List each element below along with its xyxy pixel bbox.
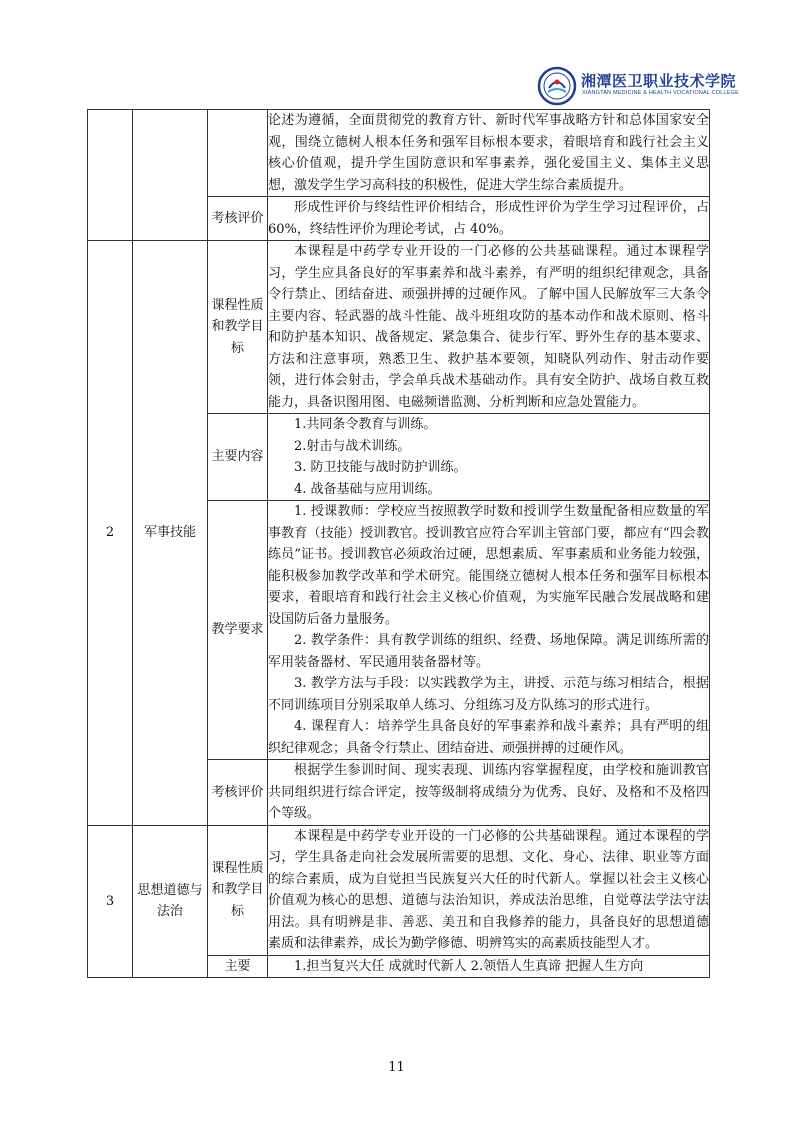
item-label-cell: 课程性质和教学目标 [208,241,268,414]
table-row [88,241,710,414]
curriculum-table [87,109,710,978]
goal-text: 本课程是中药学专业开设的一门必修的公共基础课程。通过本课程学习，学生应具备良好的军事素养和战斗素养，有严明的组织纪律观念，具备令行禁止、团结奋进、顽强拼搏的过硬作风。了解中国人民解放军三大条令主要内容、轻武器的战斗性能、战斗班组攻防的基本动作和战术原则、格斗和防护基本知识、战备规定、紧急集合、徒步行军、野外生存的基本要求、方法和注意事项，熟悉卫生、救护基本要领，知晓队列动作、射击动作要领，进行体会射击，学会单兵战术基础动作。具有安全防护、战场自救互救能力，具备识图用图、电磁频谱监测、分析判断和应急处置能力。 [268,244,709,410]
list-item: 3. 教学方法与手段：以实践教学为主，讲授、示范与练习相结合，根据不同训练项目分别采取单人练习、分组练习及方队练习的形式进行。 [268,676,709,713]
college-logo [537,66,740,110]
item-content-cell [268,110,710,197]
row-number-cell: 2 [88,241,133,826]
list-item: 3. 防卫技能与战时防护训练。 [294,460,467,475]
logo-chinese-name: 湘潭医卫职业技术学院 [581,72,737,90]
list-item: 4. 课程育人：培养学生具备良好的军事素养和战斗素养；具有严明的组织纪律观念；具备令行禁止、团结奋进、顽强拼搏的过硬作风。 [268,719,709,756]
eval-text: 形成性评价与终结性评价相结合，形成性评价为学生学习过程评价，占 60%，终结性评价为理论考试，占 40%。 [268,200,709,237]
list-item: 4. 战备基础与应用训练。 [294,481,441,497]
course-name-cell [133,110,208,241]
row-number-cell [88,110,133,241]
course-name-cell: 军事技能 [133,241,208,826]
goal-text: 论述为遵循，全面贯彻党的教育方针、新时代军事战略方针和总体国家安全观，围绕立德树人根本任务和强军目标根本要求，着眼培育和践行社会主义核心价值观，提升学生国防意识和军事素养，强化爱国主义、集体主义思想，激发学生学习高科技的积极性，促进大学生综合素质提升。 [268,113,709,193]
item-content-cell [268,241,710,414]
list-item: 1. 授课教师：学校应当按照教学时数和授训学生数量配备相应数量的军事教育（技能）授训教官。授训教官应符合军训主管部门要，都应有“四会教练员”证书。授训教官必须政治过硬，思想素质、军事素质和业务能力较强，能积极参加教学改革和学术研究。能围绕立德树人根本任务和强军目标根本要求，着眼培育和践行社会主义核心价值观，为实施军民融合发展战略和建设国防后备力量服务。 [268,504,709,627]
item-label-cell: 考核评价 [208,760,268,826]
item-label-cell: 课程性质和教学目标 [208,825,268,955]
item-content-cell [268,955,710,978]
item-content-cell [268,414,710,501]
item-content-cell [268,760,710,826]
item-content-cell [268,197,710,241]
course-name-cell: 思想道德与法治 [133,825,208,978]
item-content-cell [268,501,710,760]
item-label-cell: 主要 [208,955,268,978]
item-content-cell [268,825,710,955]
item-label-cell: 考核评价 [208,197,268,241]
list-item: 2.射击与战术训练。 [294,438,411,454]
eval-text: 根据学生参训时间、现实表现、训练内容掌握程度，由学校和施训教官共同组织进行综合评定，按等级制将成绩分为优秀、良好、及格和不及格四个等级。 [268,763,709,821]
table-row [88,110,710,197]
page-number: 11 [388,1060,405,1075]
item-label-cell [208,110,268,197]
college-emblem-icon [537,66,577,106]
content-text: 1.担当复兴大任 成就时代新人 2.领悟人生真谛 把握人生方向 [294,958,644,974]
item-label-cell: 教学要求 [208,501,268,760]
list-item: 2. 教学条件：具有教学训练的组织、经费、场地保障。满足训练所需的军用装备器材、军民通用装备器材等。 [268,633,709,670]
goal-text: 本课程是中药学专业开设的一门必修的公共基础课程。通过本课程的学习，学生具备走向社会发展所需要的思想、文化、身心、法律、职业等方面的综合素质，成为自觉担当民族复兴大任的时代新人。掌握以社会主义核心价值观为核心的思想、道德与法治知识，养成法治思维，自觉尊法学法守法用法。具有明辨是非、善恶、美丑和自我修养的能力，具备良好的思想道德素质和法律素养，成长为勤学修德、明辨笃实的高素质技能型人才。 [268,828,709,951]
table-row [88,825,710,955]
row-number-cell: 3 [88,825,133,978]
item-label-cell: 主要内容 [208,414,268,501]
logo-english-name: XIANGTAN MEDICINE & HEALTH VOCATIONAL COLLEGE [582,90,740,96]
list-item: 1.共同条令教育与训练。 [294,417,437,432]
